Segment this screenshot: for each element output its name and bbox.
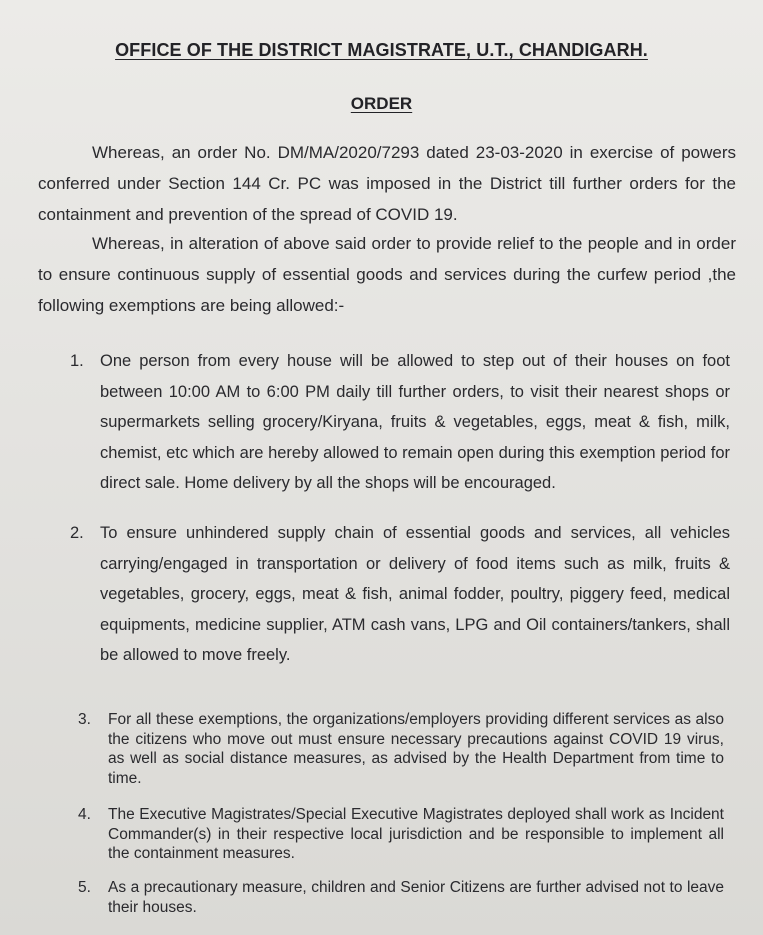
list-item-5 [78, 878, 724, 917]
list-item-number: 1. [70, 352, 84, 370]
order-title: ORDER [350, 94, 413, 113]
list-item-number: 2. [70, 524, 84, 542]
list-item-3 [78, 710, 724, 788]
list-item-text: The Executive Magistrates/Special Executive Magistrates deployed shall work as Incident Commander(s) in their respective local jurisdiction and be responsible to implement all the containment measures. [108, 806, 724, 862]
list-item-number: 3. [78, 711, 91, 728]
list-item-2 [70, 518, 730, 671]
list-item-1 [70, 346, 730, 499]
list-item-number: 5. [78, 879, 91, 896]
list-item-text: As a precautionary measure, children and Senior Citizens are further advised not to leave their houses. [108, 879, 724, 916]
paragraph-1: Whereas, an order No. DM/MA/2020/7293 dated 23-03-2020 in exercise of powers conferred under Section 144 Cr. PC was imposed in the District till further orders for the containment and prevention of the spread of COVID 19. [38, 143, 736, 224]
list-item-number: 4. [78, 806, 91, 823]
list-item-text: To ensure unhindered supply chain of essential goods and services, all vehicles carrying/engaged in transportation or delivery of food items such as milk, fruits & vegetables, grocery, eggs, meat & fish, animal fodder, poultry, piggery feed, medical equipments, medicine supplier, ATM cash vans, LPG and Oil containers/tankers, shall be allowed to move freely. [100, 524, 730, 664]
list-item-text: One person from every house will be allowed to step out of their houses on foot between 10:00 AM to 6:00 PM daily till further orders, to visit their nearest shops or supermarkets selling grocery/Kiryana, fruits & vegetables, eggs, meat & fish, milk, chemist, etc which are hereby allowed to remain open during this exemption period for direct sale. Home delivery by all the shops will be encouraged. [100, 352, 730, 492]
list-item-4 [78, 805, 724, 864]
office-title: OFFICE OF THE DISTRICT MAGISTRATE, U.T., CHANDIGARH. [115, 40, 648, 60]
list-item-text: For all these exemptions, the organizations/employers providing different services as also the citizens who move out must ensure necessary precautions against COVID 19 virus, as well as social distance measures, as advised by the Health Department from time to time. [108, 711, 724, 787]
paragraph-2: Whereas, in alteration of above said order to provide relief to the people and in order to ensure continuous supply of essential goods and services during the curfew period ,the following exemptions are being allowed:- [38, 234, 736, 315]
